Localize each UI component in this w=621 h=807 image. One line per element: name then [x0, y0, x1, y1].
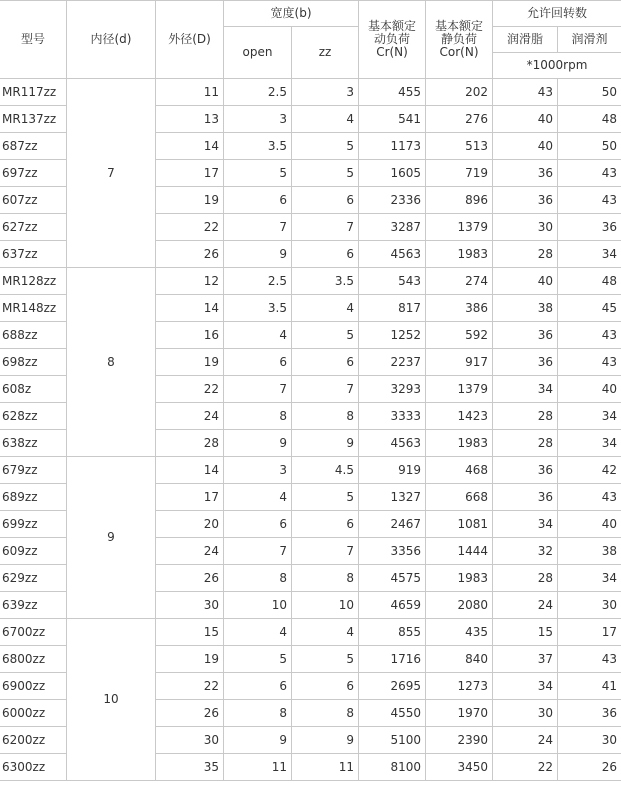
- cell-width-open: 6: [224, 511, 292, 538]
- cell-static-load: 719: [426, 160, 493, 187]
- cell-speed-grease: 30: [493, 700, 558, 727]
- cell-speed-oil: 38: [558, 538, 621, 565]
- cell-speed-oil: 42: [558, 457, 621, 484]
- cell-dynamic-load: 3333: [359, 403, 426, 430]
- cell-dynamic-load: 4575: [359, 565, 426, 592]
- cell-speed-oil: 34: [558, 241, 621, 268]
- cell-speed-oil: 48: [558, 106, 621, 133]
- cell-width-zz: 4: [292, 619, 359, 646]
- cell-outer-diameter: 28: [156, 430, 224, 457]
- cell-width-zz: 4: [292, 295, 359, 322]
- cell-static-load: 274: [426, 268, 493, 295]
- cell-speed-grease: 43: [493, 79, 558, 106]
- table-row: [0, 619, 621, 646]
- cell-speed-grease: 15: [493, 619, 558, 646]
- cell-speed-oil: 26: [558, 754, 621, 781]
- cell-speed-grease: 40: [493, 133, 558, 160]
- cell-speed-oil: 45: [558, 295, 621, 322]
- cell-static-load: 2080: [426, 592, 493, 619]
- cell-dynamic-load: 455: [359, 79, 426, 106]
- cell-model: MR128zz: [0, 268, 67, 295]
- cell-static-load: 1983: [426, 565, 493, 592]
- header-width: 宽度(b): [224, 1, 359, 27]
- cell-width-open: 2.5: [224, 268, 292, 295]
- cell-width-open: 2.5: [224, 79, 292, 106]
- cell-speed-grease: 30: [493, 214, 558, 241]
- cell-speed-oil: 36: [558, 700, 621, 727]
- cell-outer-diameter: 16: [156, 322, 224, 349]
- cell-speed-oil: 43: [558, 322, 621, 349]
- cell-outer-diameter: 14: [156, 457, 224, 484]
- cell-width-zz: 4.5: [292, 457, 359, 484]
- cell-model: 679zz: [0, 457, 67, 484]
- cell-model: 627zz: [0, 214, 67, 241]
- header-static-line1: 基本额定: [435, 19, 484, 33]
- cell-width-zz: 11: [292, 754, 359, 781]
- cell-model: 637zz: [0, 241, 67, 268]
- cell-static-load: 1379: [426, 214, 493, 241]
- table-body: [0, 79, 621, 781]
- cell-speed-oil: 41: [558, 673, 621, 700]
- cell-width-zz: 5: [292, 160, 359, 187]
- cell-speed-oil: 50: [558, 133, 621, 160]
- cell-dynamic-load: 4563: [359, 430, 426, 457]
- cell-static-load: 668: [426, 484, 493, 511]
- cell-speed-oil: 17: [558, 619, 621, 646]
- cell-static-load: 3450: [426, 754, 493, 781]
- cell-static-load: 1983: [426, 430, 493, 457]
- cell-width-open: 3.5: [224, 295, 292, 322]
- cell-speed-grease: 36: [493, 187, 558, 214]
- cell-speed-oil: 36: [558, 214, 621, 241]
- cell-speed-grease: 34: [493, 376, 558, 403]
- cell-static-load: 202: [426, 79, 493, 106]
- cell-dynamic-load: 543: [359, 268, 426, 295]
- cell-outer-diameter: 35: [156, 754, 224, 781]
- cell-width-open: 3: [224, 457, 292, 484]
- cell-width-zz: 10: [292, 592, 359, 619]
- cell-static-load: 468: [426, 457, 493, 484]
- cell-speed-oil: 34: [558, 430, 621, 457]
- cell-width-open: 8: [224, 403, 292, 430]
- header-outer-diameter: 外径(D): [156, 1, 224, 79]
- cell-width-zz: 9: [292, 430, 359, 457]
- cell-dynamic-load: 8100: [359, 754, 426, 781]
- cell-width-open: 6: [224, 673, 292, 700]
- cell-dynamic-load: 1252: [359, 322, 426, 349]
- cell-speed-grease: 38: [493, 295, 558, 322]
- cell-static-load: 276: [426, 106, 493, 133]
- cell-model: MR148zz: [0, 295, 67, 322]
- cell-speed-grease: 34: [493, 511, 558, 538]
- cell-width-zz: 7: [292, 376, 359, 403]
- cell-width-zz: 7: [292, 538, 359, 565]
- cell-speed-grease: 28: [493, 430, 558, 457]
- cell-model: 6300zz: [0, 754, 67, 781]
- cell-width-open: 11: [224, 754, 292, 781]
- cell-outer-diameter: 30: [156, 592, 224, 619]
- cell-model: MR117zz: [0, 79, 67, 106]
- cell-width-zz: 8: [292, 403, 359, 430]
- cell-static-load: 513: [426, 133, 493, 160]
- cell-inner-diameter: 7: [67, 79, 156, 268]
- header-dynamic-load: [359, 1, 426, 79]
- cell-width-zz: 9: [292, 727, 359, 754]
- cell-dynamic-load: 817: [359, 295, 426, 322]
- cell-model: 609zz: [0, 538, 67, 565]
- cell-width-open: 5: [224, 160, 292, 187]
- cell-outer-diameter: 26: [156, 565, 224, 592]
- cell-outer-diameter: 30: [156, 727, 224, 754]
- cell-width-open: 7: [224, 538, 292, 565]
- cell-model: 629zz: [0, 565, 67, 592]
- cell-dynamic-load: 919: [359, 457, 426, 484]
- cell-dynamic-load: 2237: [359, 349, 426, 376]
- cell-speed-grease: 28: [493, 241, 558, 268]
- cell-speed-oil: 30: [558, 727, 621, 754]
- cell-width-zz: 6: [292, 241, 359, 268]
- cell-width-open: 4: [224, 484, 292, 511]
- cell-width-zz: 8: [292, 565, 359, 592]
- header-model: 型号: [0, 1, 67, 79]
- header-width-open: open: [224, 27, 292, 79]
- header-static-line3: Cor(N): [439, 45, 479, 59]
- cell-speed-oil: 30: [558, 592, 621, 619]
- cell-outer-diameter: 19: [156, 646, 224, 673]
- header-static-load: [426, 1, 493, 79]
- cell-dynamic-load: 3287: [359, 214, 426, 241]
- table-row: [0, 268, 621, 295]
- cell-speed-grease: 36: [493, 322, 558, 349]
- cell-speed-oil: 34: [558, 403, 621, 430]
- cell-static-load: 1273: [426, 673, 493, 700]
- cell-static-load: 592: [426, 322, 493, 349]
- cell-width-open: 5: [224, 646, 292, 673]
- cell-static-load: 1983: [426, 241, 493, 268]
- cell-width-open: 3.5: [224, 133, 292, 160]
- table-row: [0, 79, 621, 106]
- cell-static-load: 435: [426, 619, 493, 646]
- cell-speed-grease: 22: [493, 754, 558, 781]
- cell-width-zz: 8: [292, 700, 359, 727]
- cell-speed-oil: 43: [558, 484, 621, 511]
- header-speed-unit: *1000rpm: [493, 53, 621, 79]
- header-static-line2: 静负荷: [441, 32, 478, 46]
- cell-model: 687zz: [0, 133, 67, 160]
- cell-width-open: 9: [224, 241, 292, 268]
- cell-dynamic-load: 1605: [359, 160, 426, 187]
- header-inner-diameter: 内径(d): [67, 1, 156, 79]
- cell-outer-diameter: 26: [156, 241, 224, 268]
- cell-static-load: 2390: [426, 727, 493, 754]
- cell-speed-grease: 40: [493, 268, 558, 295]
- cell-outer-diameter: 17: [156, 484, 224, 511]
- cell-dynamic-load: 1716: [359, 646, 426, 673]
- cell-dynamic-load: 541: [359, 106, 426, 133]
- cell-static-load: 1081: [426, 511, 493, 538]
- cell-speed-grease: 36: [493, 349, 558, 376]
- header-dynamic-line1: 基本额定: [368, 19, 417, 33]
- cell-static-load: 386: [426, 295, 493, 322]
- cell-width-open: 3: [224, 106, 292, 133]
- cell-width-open: 9: [224, 430, 292, 457]
- cell-speed-oil: 50: [558, 79, 621, 106]
- cell-width-open: 6: [224, 349, 292, 376]
- cell-model: 698zz: [0, 349, 67, 376]
- cell-dynamic-load: 2695: [359, 673, 426, 700]
- cell-static-load: 1970: [426, 700, 493, 727]
- cell-width-open: 4: [224, 619, 292, 646]
- cell-width-open: 8: [224, 700, 292, 727]
- cell-dynamic-load: 3293: [359, 376, 426, 403]
- cell-speed-grease: 34: [493, 673, 558, 700]
- cell-width-zz: 3.5: [292, 268, 359, 295]
- cell-model: 6900zz: [0, 673, 67, 700]
- cell-static-load: 1444: [426, 538, 493, 565]
- cell-outer-diameter: 11: [156, 79, 224, 106]
- cell-outer-diameter: 12: [156, 268, 224, 295]
- cell-speed-grease: 36: [493, 484, 558, 511]
- cell-outer-diameter: 20: [156, 511, 224, 538]
- cell-width-zz: 5: [292, 646, 359, 673]
- cell-width-open: 10: [224, 592, 292, 619]
- cell-outer-diameter: 13: [156, 106, 224, 133]
- cell-width-zz: 3: [292, 79, 359, 106]
- cell-model: 607zz: [0, 187, 67, 214]
- cell-speed-oil: 43: [558, 160, 621, 187]
- cell-model: 608z: [0, 376, 67, 403]
- cell-speed-oil: 34: [558, 565, 621, 592]
- header-grease: 润滑脂: [493, 27, 558, 53]
- cell-speed-grease: 24: [493, 727, 558, 754]
- cell-outer-diameter: 19: [156, 187, 224, 214]
- cell-speed-grease: 36: [493, 160, 558, 187]
- cell-outer-diameter: 22: [156, 214, 224, 241]
- table-header: [0, 1, 621, 79]
- cell-dynamic-load: 1327: [359, 484, 426, 511]
- cell-dynamic-load: 2467: [359, 511, 426, 538]
- cell-width-zz: 6: [292, 349, 359, 376]
- cell-width-zz: 7: [292, 214, 359, 241]
- header-oil: 润滑剂: [558, 27, 621, 53]
- cell-model: 689zz: [0, 484, 67, 511]
- cell-dynamic-load: 4659: [359, 592, 426, 619]
- cell-speed-grease: 40: [493, 106, 558, 133]
- cell-model: 638zz: [0, 430, 67, 457]
- cell-outer-diameter: 26: [156, 700, 224, 727]
- cell-dynamic-load: 2336: [359, 187, 426, 214]
- cell-width-zz: 6: [292, 673, 359, 700]
- cell-outer-diameter: 24: [156, 403, 224, 430]
- cell-width-open: 4: [224, 322, 292, 349]
- cell-outer-diameter: 19: [156, 349, 224, 376]
- header-speed: 允许回转数: [493, 1, 621, 27]
- cell-width-zz: 6: [292, 511, 359, 538]
- cell-static-load: 840: [426, 646, 493, 673]
- cell-model: 6000zz: [0, 700, 67, 727]
- cell-speed-oil: 43: [558, 646, 621, 673]
- cell-outer-diameter: 22: [156, 376, 224, 403]
- header-width-zz: zz: [292, 27, 359, 79]
- cell-speed-grease: 36: [493, 457, 558, 484]
- cell-outer-diameter: 24: [156, 538, 224, 565]
- cell-inner-diameter: 9: [67, 457, 156, 619]
- cell-dynamic-load: 855: [359, 619, 426, 646]
- cell-model: 639zz: [0, 592, 67, 619]
- cell-width-zz: 6: [292, 187, 359, 214]
- cell-speed-grease: 24: [493, 592, 558, 619]
- cell-width-zz: 5: [292, 133, 359, 160]
- cell-dynamic-load: 4550: [359, 700, 426, 727]
- cell-model: 628zz: [0, 403, 67, 430]
- cell-model: 688zz: [0, 322, 67, 349]
- cell-outer-diameter: 17: [156, 160, 224, 187]
- cell-dynamic-load: 1173: [359, 133, 426, 160]
- header-dynamic-line3: Cr(N): [376, 45, 408, 59]
- cell-speed-oil: 43: [558, 187, 621, 214]
- cell-model: 6700zz: [0, 619, 67, 646]
- header-dynamic-line2: 动负荷: [374, 32, 411, 46]
- cell-width-open: 8: [224, 565, 292, 592]
- cell-model: MR137zz: [0, 106, 67, 133]
- cell-width-open: 6: [224, 187, 292, 214]
- cell-speed-grease: 28: [493, 565, 558, 592]
- cell-speed-grease: 28: [493, 403, 558, 430]
- cell-static-load: 917: [426, 349, 493, 376]
- cell-model: 699zz: [0, 511, 67, 538]
- cell-outer-diameter: 14: [156, 295, 224, 322]
- cell-dynamic-load: 4563: [359, 241, 426, 268]
- cell-width-zz: 5: [292, 322, 359, 349]
- cell-outer-diameter: 15: [156, 619, 224, 646]
- cell-speed-oil: 40: [558, 511, 621, 538]
- cell-width-zz: 5: [292, 484, 359, 511]
- cell-inner-diameter: 8: [67, 268, 156, 457]
- cell-static-load: 1379: [426, 376, 493, 403]
- cell-dynamic-load: 5100: [359, 727, 426, 754]
- cell-static-load: 896: [426, 187, 493, 214]
- cell-width-open: 7: [224, 376, 292, 403]
- cell-outer-diameter: 14: [156, 133, 224, 160]
- cell-width-zz: 4: [292, 106, 359, 133]
- table-row: [0, 457, 621, 484]
- cell-outer-diameter: 22: [156, 673, 224, 700]
- cell-width-open: 7: [224, 214, 292, 241]
- cell-model: 697zz: [0, 160, 67, 187]
- cell-model: 6800zz: [0, 646, 67, 673]
- cell-model: 6200zz: [0, 727, 67, 754]
- cell-width-open: 9: [224, 727, 292, 754]
- cell-speed-grease: 37: [493, 646, 558, 673]
- cell-static-load: 1423: [426, 403, 493, 430]
- cell-dynamic-load: 3356: [359, 538, 426, 565]
- cell-speed-oil: 40: [558, 376, 621, 403]
- cell-inner-diameter: 10: [67, 619, 156, 781]
- cell-speed-oil: 48: [558, 268, 621, 295]
- cell-speed-grease: 32: [493, 538, 558, 565]
- cell-speed-oil: 43: [558, 349, 621, 376]
